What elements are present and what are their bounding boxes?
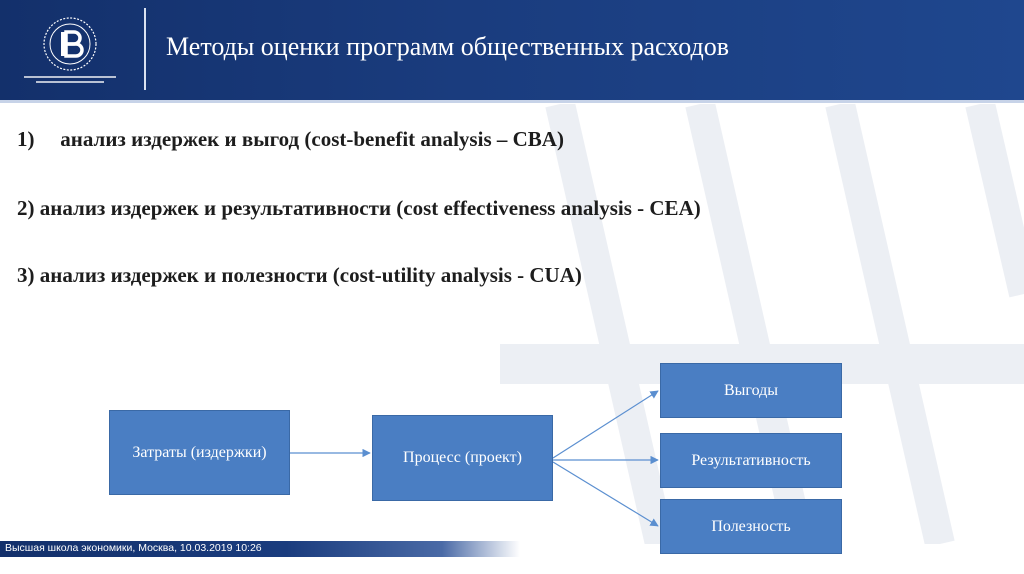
list-item-number: 3) <box>17 263 35 287</box>
list-item-text: анализ издержек и полезности (cost-utility analysis - CUA) <box>39 263 582 287</box>
footer-text: Высшая школа экономики, Москва, 10.03.2019 10:26 <box>5 542 262 554</box>
header-underline <box>0 100 1024 103</box>
footer-bar <box>0 541 520 557</box>
benefits-box: Выгоды <box>660 363 842 418</box>
utility-box: Полезность <box>660 499 842 554</box>
list-item-text: анализ издержек и выгод (cost-benefit analysis – CBA) <box>60 127 564 151</box>
page-title: Методы оценки программ общественных расходов <box>166 32 730 61</box>
process-box: Процесс (проект) <box>372 415 553 501</box>
list-item <box>17 127 564 152</box>
effectiveness-box: Результативность <box>660 433 842 488</box>
header-bar <box>0 0 1024 100</box>
list-item <box>17 263 582 288</box>
costs-box: Затраты (издержки) <box>109 410 290 495</box>
header-divider <box>144 8 146 90</box>
list-item <box>17 196 701 221</box>
list-item-number: 2) <box>17 196 35 220</box>
hse-logo-icon <box>22 14 120 88</box>
list-item-number: 1) <box>17 127 35 151</box>
list-item-text: анализ издержек и результативности (cost effectiveness analysis - CEA) <box>39 196 701 220</box>
